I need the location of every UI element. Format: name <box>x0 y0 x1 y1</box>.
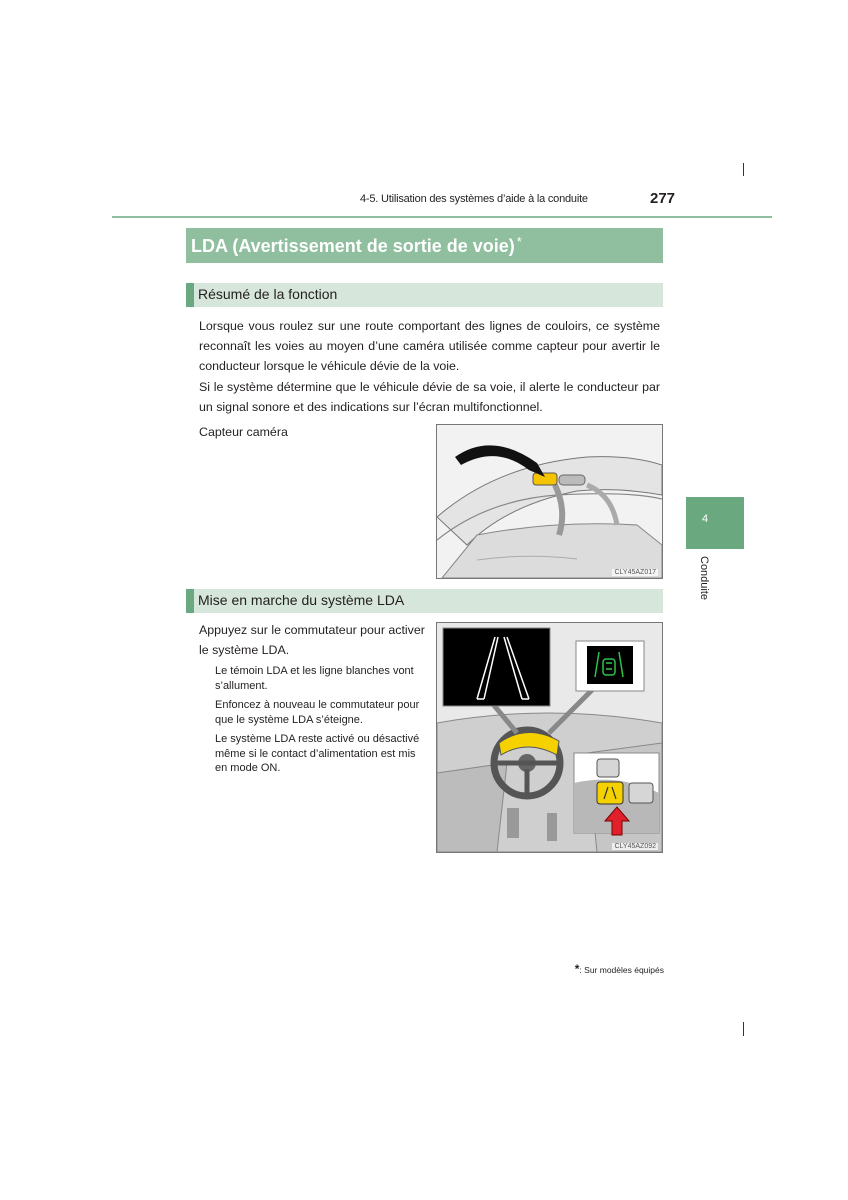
figure-code: CLY45AZ017 <box>614 569 656 576</box>
subheading-activation: Mise en marche du système LDA <box>186 589 663 613</box>
footnote-text: : Sur modèles équipés <box>579 965 664 975</box>
camera-sensor-figure <box>436 424 663 579</box>
windshield-illustration <box>437 425 662 578</box>
subheading-summary: Résumé de la fonction <box>186 283 663 307</box>
summary-paragraph-1: Lorsque vous roulez sur une route comportant des lignes de couloirs, ce système reconnaît les voies au moyen d’une caméra utilisée comme capteur pour avertir le conducteur lorsque le véhicule dévie de la voie. <box>199 319 660 373</box>
figure-code: CLY45AZ092 <box>614 843 656 850</box>
activation-note-2: Enfoncez à nouveau le commutateur pour que le système LDA s’éteigne. <box>215 699 420 726</box>
crop-mark-top <box>743 163 744 176</box>
cockpit-illustration <box>437 623 662 852</box>
lda-switch-figure <box>436 622 663 853</box>
header-rule <box>112 216 772 218</box>
crop-mark-bottom <box>743 1022 744 1036</box>
camera-sensor-label: Capteur caméra <box>199 425 288 439</box>
section-title-text: LDA (Avertissement de sortie de voie) <box>191 236 515 256</box>
page-number: 277 <box>650 190 676 207</box>
footnote <box>560 962 664 976</box>
section-title <box>186 228 663 263</box>
summary-paragraph-2: Si le système détermine que le véhicule dévie de sa voie, il alerte le conducteur par un signal sonore et des indications sur l’écran multifonctionnel. <box>199 380 660 414</box>
footnote-mark: * <box>574 962 580 976</box>
chapter-label: Conduite <box>698 556 710 601</box>
asterisk-mark: * <box>516 234 522 249</box>
activation-intro: Appuyez sur le commutateur pour activer le système LDA. <box>199 623 425 657</box>
activation-note-3: Le système LDA reste activé ou désactivé même si le contact d’alimentation est mis en mode ON. <box>215 733 420 774</box>
chapter-number: 4 <box>702 513 709 525</box>
activation-note-1: Le témoin LDA et les ligne blanches vont s’allument. <box>215 665 414 692</box>
chapter-tab <box>686 497 744 549</box>
running-head: 4-5. Utilisation des systèmes d’aide à la conduite <box>360 193 588 205</box>
